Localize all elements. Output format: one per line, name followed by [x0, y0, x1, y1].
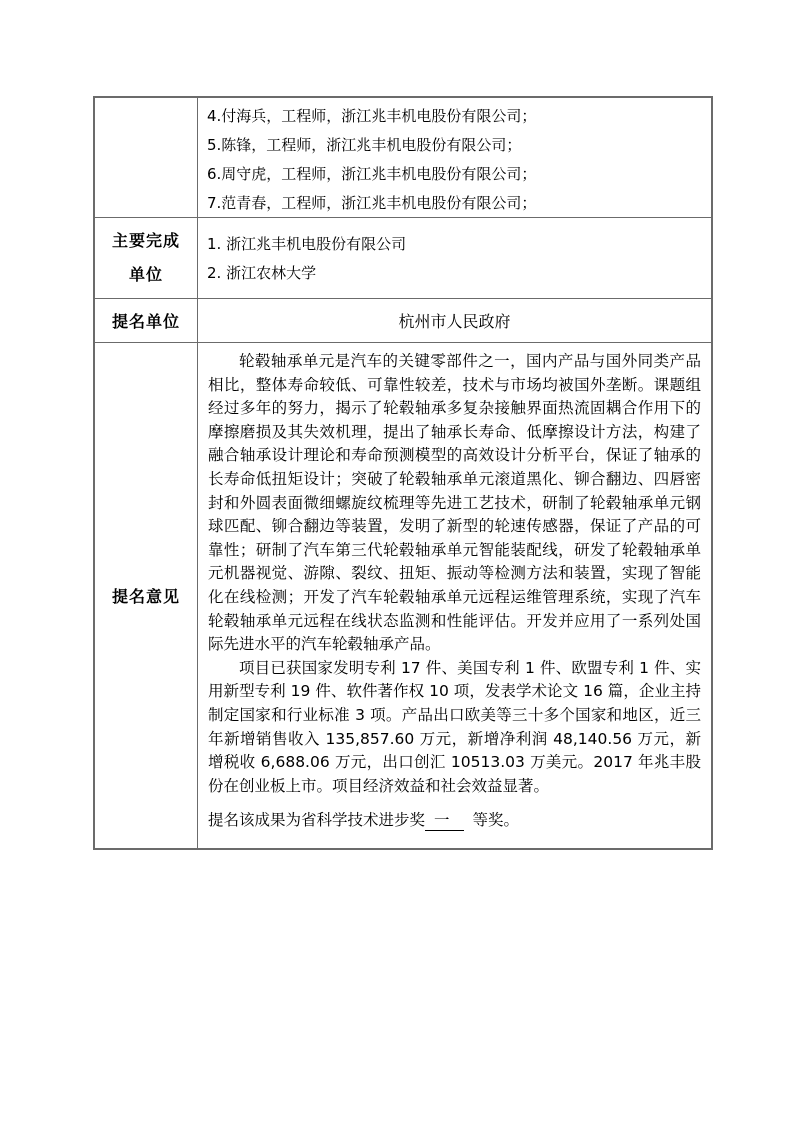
- opinion-paragraph-1: 轮毂轴承单元是汽车的关键零部件之一，国内产品与国外同类产品相比，整体寿命较低、可靠性较差，技术与市场均被国外垄断。课题组经过多年的努力，揭示了轮毂轴承多复杂接触界面热流固耦合作用下的摩擦磨损及其失效机理，提出了轴承长寿命、低摩擦设计方法，构建了融合轴承设计理论和寿命预测模型的高效设计分析平台，保证了轴承的长寿命低扭矩设计；突破了轮毂轴承单元滚道黑化、铆合翻边、四唇密封和外圆表面微细螺旋纹梳理等先进工艺技术，研制了轮毂轴承单元钢球匹配、铆合翻边等装置，发明了新型的轮速传感器，保证了产品的可靠性；研制了汽车第三代轮毂轴承单元智能装配线，研发了轮毂轴承单元机器视觉、游隙、裂纹、扭矩、振动等检测方法和装置，实现了智能化在线检测；开发了汽车轮毂轴承单元远程运维管理系统，实现了汽车轮毂轴承单元远程在线状态监测和性能评估。开发并应用了一系列处国际先进水平的汽车轮毂轴承产品。: [208, 352, 701, 654]
- main-units-row: [95, 218, 711, 299]
- nomination-form-table: [93, 96, 713, 850]
- main-units-label-line2: 单位: [128, 265, 163, 284]
- nomination-opinion-text: [198, 343, 711, 848]
- award-grade-blank: 一: [425, 810, 464, 831]
- nominating-unit-row: [95, 299, 711, 343]
- award-grade-suffix: 等奖。: [472, 811, 520, 830]
- main-unit-item: 1. 浙江兆丰机电股份有限公司: [207, 234, 407, 253]
- opinion-paragraph-2: 项目已获国家发明专利 17 件、美国专利 1 件、欧盟专利 1 件、实用新型专利 19 件、软件著作权 10 项，发表学术论文 16 篇，企业主持制定国家和行业标准 3 项。产品出口欧美等三十多个国家和地区，近三年新增销售收入 135,857.60 万元，新增净利润 48,140.56 万元，新增税收 6,688.06 万元，出口创汇 10513.03 万美元。2017 年兆丰股份在创业板上市。项目经济效益和社会效益显著。: [208, 658, 701, 795]
- completer-item: 4.付海兵，工程师，浙江兆丰机电股份有限公司；: [207, 106, 537, 125]
- nominating-unit-value: 杭州市人民政府: [398, 312, 511, 331]
- main-units-label-line1: 主要完成: [111, 231, 180, 250]
- completers-continued-row: [95, 98, 711, 218]
- award-grade-line: [208, 809, 701, 833]
- completer-item: 5.陈锋，工程师，浙江兆丰机电股份有限公司；: [207, 135, 522, 154]
- main-units-list: [198, 218, 711, 298]
- nomination-opinion-row: [95, 343, 711, 848]
- completer-item: 6.周守虎，工程师，浙江兆丰机电股份有限公司；: [207, 164, 537, 183]
- award-grade-prefix: 提名该成果为省科学技术进步奖: [208, 811, 426, 830]
- completer-item: 7.范青春，工程师，浙江兆丰机电股份有限公司；: [207, 193, 537, 212]
- completers-label-cell-empty: [95, 98, 198, 217]
- nominating-unit-label: 提名单位: [95, 299, 198, 342]
- nomination-opinion-label: 提名意见: [95, 343, 198, 848]
- completers-list: [198, 98, 711, 217]
- main-units-label: [95, 218, 198, 298]
- main-unit-item: 2. 浙江农林大学: [207, 263, 317, 282]
